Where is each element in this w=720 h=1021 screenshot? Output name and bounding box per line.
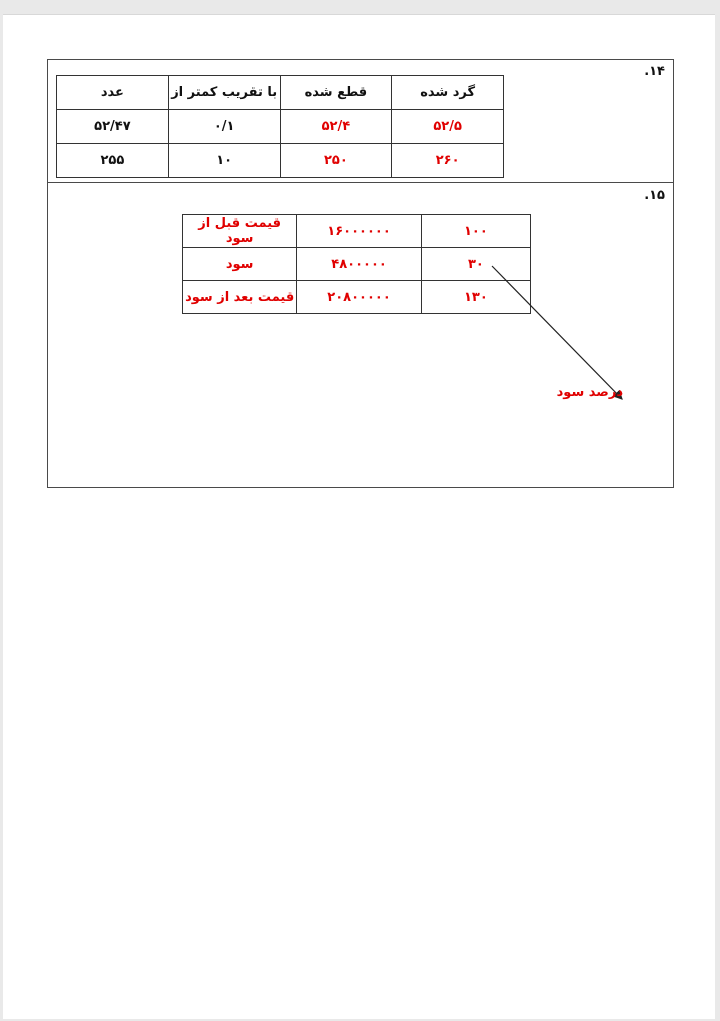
cell-rounded: ۲۶۰: [392, 144, 504, 178]
header-rounded: گرد شده: [392, 76, 504, 110]
cell-percent: ۱۰۰: [421, 215, 530, 248]
cell-rounded: ۵۲/۵: [392, 110, 504, 144]
cell-amount: ۱۶۰۰۰۰۰۰: [297, 215, 421, 248]
profit-percent-label: درصد سود: [556, 385, 623, 400]
arrow-icon: [48, 60, 673, 487]
cell-label: سود: [183, 248, 297, 281]
cell-percent: ۳۰: [421, 248, 530, 281]
cell-precision: ۰/۱: [168, 110, 280, 144]
header-number: عدد: [57, 76, 169, 110]
question-14-number: .۱۴: [644, 64, 665, 79]
cell-precision: ۱۰: [168, 144, 280, 178]
cell-number: ۵۲/۴۷: [57, 110, 169, 144]
questions-frame: [47, 59, 674, 488]
cell-label: قیمت قبل از سود: [183, 215, 297, 248]
header-precision: با تقریب کمتر از: [168, 76, 280, 110]
cell-truncated: ۲۵۰: [280, 144, 392, 178]
cell-percent: ۱۳۰: [421, 281, 530, 314]
cell-number: ۲۵۵: [57, 144, 169, 178]
cell-amount: ۴۸۰۰۰۰۰: [297, 248, 421, 281]
document-page: [3, 14, 715, 1019]
cell-truncated: ۵۲/۴: [280, 110, 392, 144]
cell-label: قیمت بعد از سود: [183, 281, 297, 314]
header-truncated: قطع شده: [280, 76, 392, 110]
cell-amount: ۲۰۸۰۰۰۰۰: [297, 281, 421, 314]
question-15-number: .۱۵: [644, 188, 665, 203]
